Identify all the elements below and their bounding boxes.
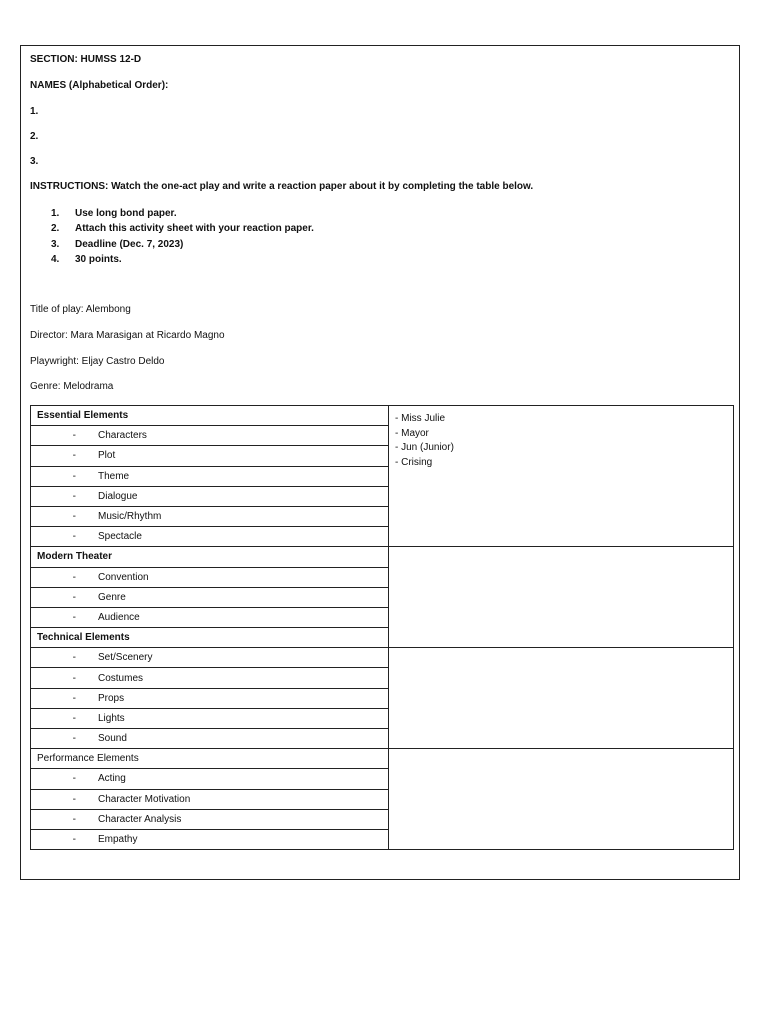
element-row: - Dialogue — [31, 486, 389, 506]
instruction-item: 3. Deadline (Dec. 7, 2023) — [51, 238, 184, 250]
element-row: - Props — [31, 688, 389, 708]
element-row: - Acting — [31, 769, 389, 789]
instructions-list — [51, 207, 314, 268]
play-genre: Genre: Melodrama — [30, 381, 114, 392]
modern-theater-heading: Modern Theater — [31, 547, 389, 567]
element-row: - Sound — [31, 729, 389, 749]
technical-elements-heading: Technical Elements — [31, 628, 389, 648]
answer-line: - Mayor — [395, 427, 429, 439]
name-slot-1: 1. — [30, 106, 39, 117]
play-title: Title of play: Alembong — [30, 304, 131, 315]
element-row: - Set/Scenery — [31, 648, 389, 668]
performance-answers-cell[interactable] — [389, 749, 734, 850]
instruction-item: 2. Attach this activity sheet with your reaction paper. — [51, 223, 314, 235]
technical-answers-cell[interactable] — [389, 648, 734, 749]
element-row: - Character Analysis — [31, 809, 389, 829]
element-row: - Characters — [31, 426, 389, 446]
play-director: Director: Mara Marasigan at Ricardo Magno — [30, 330, 225, 341]
element-row: - Empathy — [31, 829, 389, 849]
element-row: - Audience — [31, 607, 389, 627]
answer-line: - Crising — [395, 456, 433, 468]
instruction-item: 1. Use long bond paper. — [51, 208, 177, 219]
essential-elements-heading: Essential Elements — [31, 406, 389, 426]
answer-line: - Miss Julie — [395, 413, 446, 424]
performance-elements-heading: Performance Elements — [31, 749, 389, 769]
element-row: - Plot — [31, 446, 389, 466]
play-playwright: Playwright: Eljay Castro Deldo — [30, 356, 165, 367]
element-row: - Character Motivation — [31, 789, 389, 809]
elements-table — [30, 405, 734, 850]
instruction-item: 4. 30 points. — [51, 253, 122, 265]
element-row: - Costumes — [31, 668, 389, 688]
name-slot-2: 2. — [30, 131, 39, 142]
instructions-text: INSTRUCTIONS: Watch the one-act play and write a reaction paper about it by completing the table below. — [30, 181, 534, 192]
element-row: - Convention — [31, 567, 389, 587]
element-row: - Spectacle — [31, 527, 389, 547]
element-row: - Theme — [31, 466, 389, 486]
activity-sheet-frame — [20, 45, 740, 880]
name-slot-3: 3. — [30, 156, 39, 167]
answer-line: - Jun (Junior) — [395, 442, 454, 453]
element-row: - Music/Rhythm — [31, 506, 389, 526]
section-label: SECTION: HUMSS 12-D — [30, 54, 142, 65]
names-label: NAMES (Alphabetical Order): — [30, 80, 169, 91]
essential-answers-cell[interactable] — [389, 406, 734, 547]
element-row: - Genre — [31, 587, 389, 607]
element-row: - Lights — [31, 708, 389, 728]
modern-answers-cell[interactable] — [389, 547, 734, 648]
